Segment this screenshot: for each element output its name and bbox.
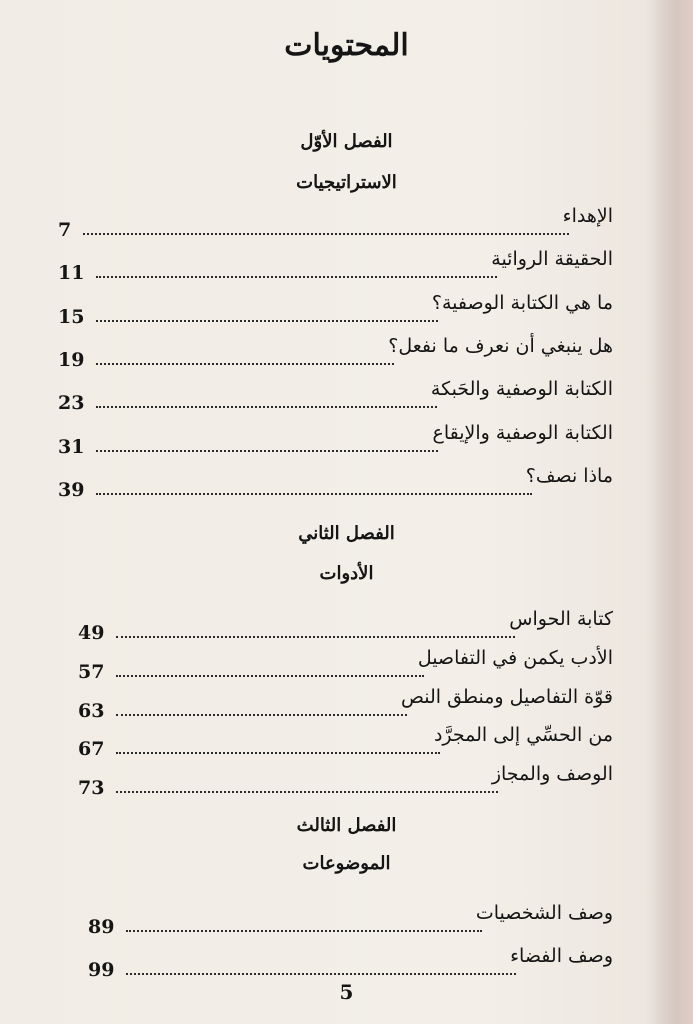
toc-leader-dots (96, 493, 532, 495)
toc-leader-dots (116, 636, 515, 638)
toc-entry-title: الكتابة الوصفية والحَبكة (430, 378, 613, 401)
toc-page-number: 15 (58, 305, 85, 328)
toc-leader-dots (116, 752, 440, 754)
toc-entry (58, 292, 613, 340)
toc-entry-title: كتابة الحواس (509, 608, 613, 630)
contents-title: المحتويات (284, 28, 409, 63)
page-number: 5 (339, 980, 354, 1004)
chapter-3-name: الموضوعات (302, 853, 391, 874)
toc-page-number: 63 (78, 699, 105, 722)
chapter-3-heading: الفصل الثالث (296, 815, 397, 836)
toc-entry-title: هل ينبغي أن نعرف ما نفعل؟ (388, 334, 613, 357)
toc-entry-title: الكتابة الوصفية والإيقاع (432, 421, 613, 444)
toc-leader-dots (96, 276, 497, 278)
toc-leader-dots (116, 675, 424, 677)
toc-entry (58, 465, 613, 513)
toc-leader-dots (96, 406, 437, 408)
toc-entry-title: الأدب يكمن في التفاصيل (417, 646, 613, 669)
toc-entry (88, 902, 613, 950)
toc-page-number: 99 (88, 959, 115, 981)
toc-entry (58, 335, 613, 383)
toc-leader-dots (96, 320, 438, 322)
toc-page-number: 67 (78, 738, 105, 761)
chapter-2-name: الأدوات (319, 563, 374, 584)
toc-entry (78, 763, 613, 811)
toc-entry (58, 378, 613, 426)
toc-entry-title: الحقيقة الروائية (491, 248, 613, 271)
toc-entry (58, 205, 613, 253)
toc-entry-title: قوّة التفاصيل ومنطق النص (400, 685, 613, 708)
toc-leader-dots (116, 791, 498, 793)
toc-entry-title: وصف الشخصيات (475, 902, 613, 924)
toc-page-number: 7 (58, 219, 72, 241)
toc-page-number: 73 (78, 777, 105, 800)
toc-entry (58, 248, 613, 296)
toc-leader-dots (83, 233, 569, 235)
chapter-1-heading: الفصل الأوّل (300, 131, 393, 152)
toc-entry-title: وصف الفضاء (510, 945, 613, 967)
toc-page-number: 57 (78, 660, 105, 683)
toc-page-number: 19 (58, 348, 85, 371)
toc-page-number: 89 (88, 916, 115, 938)
toc-entry-title: الوصف والمجاز (491, 763, 613, 786)
toc-entry-title: الإهداء (562, 205, 613, 227)
toc-page-number: 49 (78, 622, 105, 644)
toc-page-number: 23 (58, 392, 85, 415)
toc-leader-dots (126, 973, 516, 975)
toc-entry (58, 422, 613, 470)
chapter-2-heading: الفصل الثاني (298, 523, 395, 544)
toc-leader-dots (126, 930, 482, 932)
toc-leader-dots (96, 363, 394, 365)
toc-page-number: 39 (58, 478, 85, 501)
toc-entry-title: ماذا نصف؟ (525, 464, 613, 487)
toc-leader-dots (96, 450, 438, 452)
toc-page-number: 11 (58, 262, 85, 285)
toc-page-number: 31 (58, 435, 85, 458)
toc-entry-title: ما هي الكتابة الوصفية؟ (431, 291, 613, 314)
chapter-1-name: الاستراتيجيات (296, 172, 397, 193)
toc-leader-dots (116, 714, 407, 716)
toc-entry-title: من الحسِّي إلى المجرَّد (433, 724, 613, 747)
